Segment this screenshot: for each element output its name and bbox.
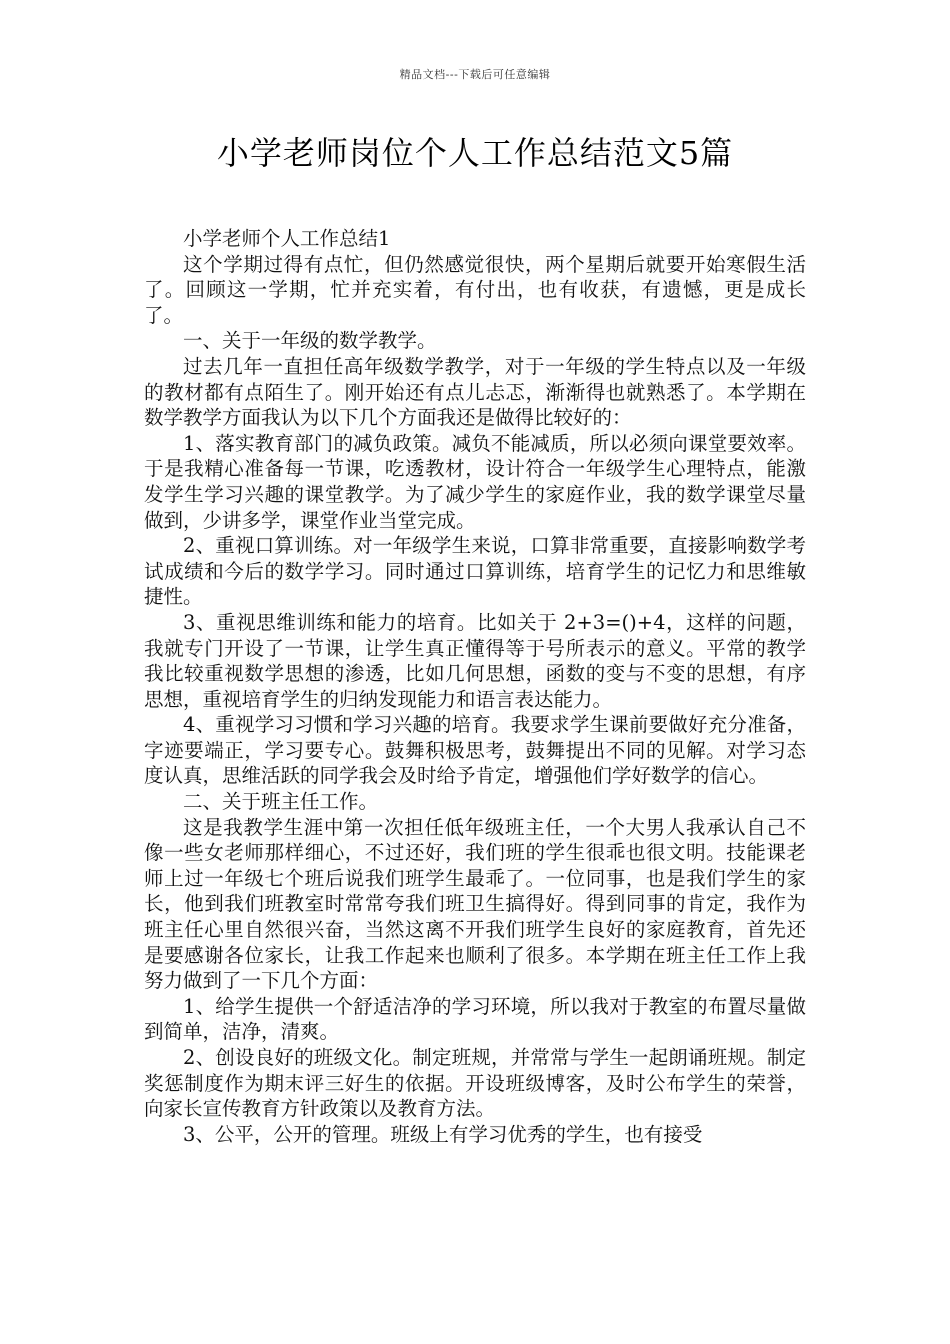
section-heading: 小学老师个人工作总结1 <box>183 227 391 250</box>
document-body <box>144 226 806 1147</box>
section-heading: 一、关于一年级的数学教学。 <box>183 329 437 353</box>
list-item: 4、重视学习习惯和学习兴趣的培育。我要求学生课前要做好充分准备，字迹要端正，学习要专心。鼓舞积极思考，鼓舞提出不同的见解。对学习态度认真，思维活跃的同学我会及时给予肯定，增强他们学好数学的信心。 <box>144 713 806 788</box>
section-heading: 二、关于班主任工作。 <box>183 790 379 814</box>
header-note: 精品文档---下载后可任意编辑 <box>399 68 551 81</box>
list-item: 1、给学生提供一个舒适洁净的学习环境，所以我对于教室的布置尽量做到简单，洁净，清爽。 <box>144 994 806 1044</box>
list-item: 1、落实教育部门的减负政策。减负不能减质，所以必须向课堂要效率。于是我精心准备每一节课，吃透教材，设计符合一年级学生心理特点，能激发学生学习兴趣的课堂教学。为了减少学生的家庭作业，我的数学课堂尽量做到，少讲多学，课堂作业当堂完成。 <box>144 431 806 532</box>
list-item: 2、创设良好的班级文化。制定班规，并常常与学生一起朗诵班规。制定奖惩制度作为期末评三好生的依据。开设班级博客，及时公布学生的荣誉，向家长宣传教育方针政策以及教育方法。 <box>144 1046 806 1121</box>
list-item: 3、公平，公开的管理。班级上有学习优秀的学生，也有接受 <box>183 1122 703 1146</box>
list-item: 2、重视口算训练。对一年级学生来说，口算非常重要，直接影响数学考试成绩和今后的数学学习。同时通过口算训练，培育学生的记忆力和思维敏捷性。 <box>144 534 806 609</box>
list-item: 3、重视思维训练和能力的培育。比如关于 2+3=()+4，这样的问题，我就专门开设了一节课，让学生真正懂得等于号所表示的意义。平常的教学我比较重视数学思想的渗透，比如几何思想，函数的变与不变的思想，有序思想，重视培育学生的归纳发现能力和语言表达能力。 <box>144 610 806 711</box>
document-title: 小学老师岗位个人工作总结范文5篇 <box>216 134 734 172</box>
paragraph: 过去几年一直担任高年级数学教学，对于一年级的学生特点以及一年级的教材都有点陌生了。刚开始还有点儿忐忑，渐渐得也就熟悉了。本学期在数学教学方面我认为以下几个方面我还是做得比较好的： <box>144 354 806 430</box>
paragraph: 这是我教学生涯中第一次担任低年级班主任，一个大男人我承认自己不像一些女老师那样细心，不过还好，我们班的学生很乖也很文明。技能课老师上过一年级七个班后说我们班学生最乖了。一位同事，也是我们学生的家长，他到我们班教室时常常夸我们班卫生搞得好。得到同事的肯定，我作为班主任心里自然很兴奋，当然这离不开我们班学生良好的家庭教育，首先还是要感谢各位家长，让我工作起来也顺利了很多。本学期在班主任工作上我努力做到了一下几个方面： <box>144 815 806 993</box>
paragraph: 这个学期过得有点忙，但仍然感觉很快，两个星期后就要开始寒假生活了。回顾这一学期，忙并充实着，有付出，也有收获，有遗憾，更是成长了。 <box>144 252 806 327</box>
